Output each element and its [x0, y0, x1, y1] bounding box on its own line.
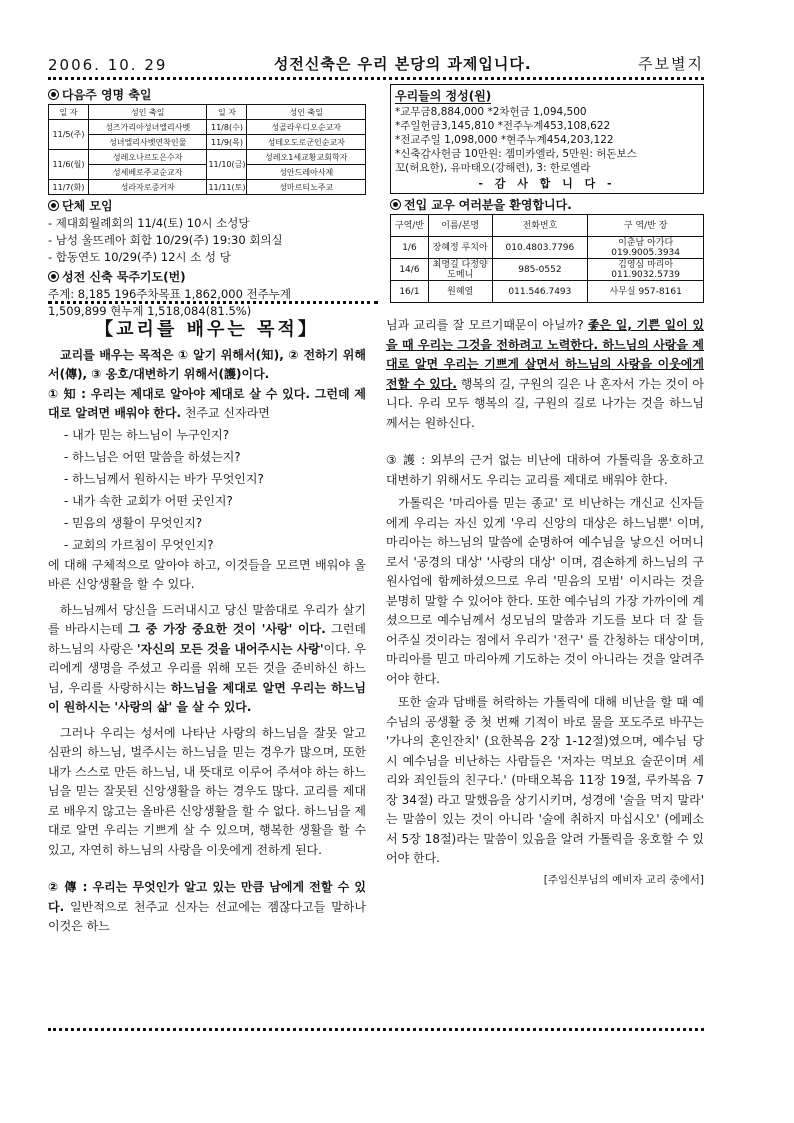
article-left-column [48, 316, 366, 937]
article [48, 316, 704, 1036]
paragraph-transmit: ② 傳 : 우리는 무엇인가 알고 있는 만큼 남에게 전할 수 있다. 일반적으로 천주교 신자는 선교에는 젬잖다고들 말하나 이것은 하느 [48, 880, 366, 933]
list-item: - 합동연도 10/29(주) 12시 소 성 당 [48, 250, 231, 264]
paragraph-know: ① 知 : 우리는 제대로 알아야 제대로 살 수 있다. 그런데 제대로 알려면 배워야 한다. 천주교 신자라면 [48, 386, 366, 420]
paragraph: 에 대해 구체적으로 알아야 하고, 이것들을 모르면 배워야 올바른 신앙생활을 할 수 있다. [48, 557, 366, 591]
thanks-text: - 감 사 합 니 다 - [478, 177, 616, 190]
feast-section-title: 다음주 영명 축일 [48, 86, 378, 103]
list-item: - 하느님은 어떤 말씀을 하셨는지? [64, 449, 241, 464]
left-top-column [48, 84, 378, 320]
table-row: 11/7(화) 성라자로증거자 11/11(토) 성마르티노주교 [49, 180, 366, 195]
list-item: - 하느님께서 원하시는 바가 무엇인지? [64, 471, 264, 486]
prayer-line: 1,509,899 현누계 1,518,084(81.5%) [48, 304, 252, 318]
table-header: 성인 축일 [88, 105, 206, 120]
page-header [48, 48, 704, 74]
paragraph-love: 하느님께서 당신을 드러내시고 당신 말씀대로 우리가 살기를 바라시는데 그 중 가장 중요한 것이 '사랑' 이다. 그런데 하느님의 사랑은 '자신의 모든 것을 내어주시는 사랑'이다. 우리에게 생명을 주셨고 우리를 위해 모든 것을 준비하신 하느님, 우리를 사랑하시는 하느님을 제대로 알면 우리는 하느님이 원하시는 '사랑의 삶' 을 살 수 있다. [48, 602, 367, 714]
paragraph: 님과 교리를 잘 모르기때문이 아닐까? 좋은 일, 기쁜 일이 있을 때 우리는 그것을 전하려고 노력한다. 하느님의 사랑을 제대로 알면 우리는 기쁘게 살면서 하느님의 사랑을 이웃에게 전할 수 있다. 행복의 길, 구원의 길은 나 혼자서 가는 것이 아니다. 우리 모두 행복의 길, 구원의 길로 나가는 것을 하느님께서는 원하신다. [386, 318, 704, 430]
bullet-icon [48, 89, 59, 100]
right-top-column [390, 84, 704, 303]
feast-header-row [49, 105, 366, 120]
table-row: 14/6 최명길 다정양도메니 985-0552 김영심 마리아 011.9032.5739 [391, 259, 704, 281]
table-row: 11/5(주) 성즈가리아성녀엘리사벳 11/8(수) 성골라우디오순교자 [49, 120, 366, 135]
list-item: - 믿음의 생활이 무엇인지? [64, 515, 203, 530]
welcome-section-title: 전입 교우 여러분을 환영합니다. [390, 196, 704, 213]
table-header: 일 자 [49, 105, 89, 120]
list-item: - 제대회월례회의 11/4(토) 10시 소성당 [48, 216, 250, 230]
bullet-icon [390, 199, 401, 210]
table-row: 11/6(월) 성레오나르도은수자 11/10(금) 성레오1세교황교회학자 [49, 150, 366, 165]
table-header: 구 역/반 장 [588, 215, 704, 237]
prayer-line: 주계: 8,185 196주차목표 1,862,000 전주누계 [48, 287, 291, 301]
header-label: 주보별지 [638, 55, 704, 73]
paragraph-defend: ③ 護 : 외부의 근거 없는 비난에 대하여 가톨릭을 옹호하고 대변하기 위해서도 우리는 교리를 제대로 배워야 한다. [386, 453, 704, 487]
list-item: - 교회의 가르침이 무엇인지? [64, 537, 214, 552]
list-item: - 내가 믿는 하느님이 누구인지? [64, 427, 230, 442]
table-header: 전화번호 [492, 215, 588, 237]
section-divider [48, 298, 378, 304]
offering-line: *주일헌금3,145,810 *전주누계453,108,622 [395, 120, 611, 132]
table-header: 구역/반 [391, 215, 429, 237]
offering-line: *교무금8,884,000 *2차헌금 1,094,500 [395, 106, 587, 118]
question-list [48, 424, 366, 556]
table-row: 성세베로주교순교자 성안드레아사제 [49, 165, 366, 180]
feast-table [48, 104, 366, 195]
article-right-column [386, 316, 704, 890]
group-section-title: 단체 모임 [48, 197, 378, 214]
table-row: 16/1 원혜열 011.546.7493 사무실 957-8161 [391, 281, 704, 303]
welcome-header-row [391, 215, 704, 237]
list-item: - 내가 속한 교회가 어떤 곳인지? [64, 493, 233, 508]
bullet-icon [48, 200, 59, 211]
table-header: 이름/본명 [428, 215, 492, 237]
offering-line: 꼬(허요한), 유마태오(강해련), 3: 한로엘라 [395, 162, 591, 174]
welcome-table [390, 214, 704, 303]
paragraph: 그러나 우리는 성서에 나타난 사랑의 하느님을 잘못 알고 심판의 하느님, 벌주시는 하느님을 믿는 경우가 많으며, 또한 내가 스스로 만든 하느님, 내 뜻대로 이루어 주셔야 하는 하느님을 믿는 잘못된 신앙생활을 하는 경우도 많다. 교리를 제대로 배우지 않고는 올바른 신앙생활을 할 수 없다. 하느님을 제대로 알면 우리는 기쁘게 살 수 있으며, 행복한 생활을 할 수 있고, 자연히 하느님의 사랑을 이웃에게 전하게 된다. [48, 725, 366, 857]
bulletin-page [48, 48, 704, 1048]
offering-line: *신축감사헌금 10만원: 젬미카엘라, 5만원: 허돈보스 [395, 148, 637, 160]
article-title: 【교리를 배우는 목적】 [95, 319, 319, 340]
offering-box [390, 84, 704, 194]
table-row: 1/6 장혜정 루치아 010.4803.7796 이춘남 아가다 019.9005.3934 [391, 237, 704, 259]
list-item: - 남성 울뜨레아 회합 10/29(주) 19:30 회의실 [48, 233, 283, 247]
offering-line: *전교주일 1,098,000 *현주누계454,203,122 [395, 134, 614, 146]
bullet-icon [48, 271, 59, 282]
table-header: 성인 축일 [247, 105, 366, 120]
table-header: 일 자 [207, 105, 247, 120]
prayer-section-title: 성전 신축 묵주기도(번) [48, 268, 378, 285]
top-section [48, 80, 704, 318]
table-row: 성녀엘리사벳연착인물 11/9(목) 성테오도로군인순교자 [49, 135, 366, 150]
issue-date: 2006. 10. 29 [48, 56, 168, 74]
header-title: 성전신축은 우리 본당의 과제입니다. [273, 55, 532, 73]
footer-divider [48, 1028, 704, 1031]
paragraph: 또한 술과 담배를 허락하는 가톨릭에 대해 비난을 할 때 예수님의 공생활 중 첫 번째 기적이 바로 물을 포도주로 바꾸는 '가나의 혼인잔치' (요한복음 2장 1-12절)였으며, 예수님 당시 예수님을 비난하는 사람들은 '저자는 먹보요 술꾼이며 세리와 죄인들의 친구다.' (마태오복음 11장 19절, 루카복음 7장 34절) 라고 말했음을 상기시키며, 성경에 '술을 먹지 말라' 는 말씀이 있는 것이 아니라 '술에 취하지 마십시오' (에페소서 5장 18절)라는 말씀이 있음을 알려 가톨릭을 옹호할 수 있어야 한다. [386, 695, 704, 865]
offering-title: 우리들의 정성(원) [395, 89, 492, 103]
article-intro: 교리를 배우는 목적은 ① 알기 위해서(知), ② 전하기 위해서(傳), ③ 옹호/대변하기 위해서(護)이다. [48, 347, 366, 381]
article-source: [주임신부님의 예비자 교리 중에서] [543, 873, 704, 886]
paragraph: 가톨릭은 '마리아를 믿는 종교' 로 비난하는 개신교 신자들에게 우리는 자신 있게 '우리 신앙의 대상은 하느님뿐' 이며, 마리아는 하느님의 말씀에 순명하여 예수님을 낳으신 어머니로서 '공경의 대상' '사랑의 대상' 이며, 겸손하게 하느님의 구원사업에 함께하셨으므로 우리 '믿음의 모범' 이시라는 것을 분명히 말할 수 있어야 한다. 또한 예수님의 가장 가까이에 계셨으므로 예수님께서 성모님의 말씀과 기도를 보다 더 잘 들어주실 것이라는 점에서 우리가 '전구' 를 간청하는 대상이며, 마리아를 믿고 마리아께 기도하는 것이 아니라는 것을 알려주어야 한다. [386, 496, 704, 686]
